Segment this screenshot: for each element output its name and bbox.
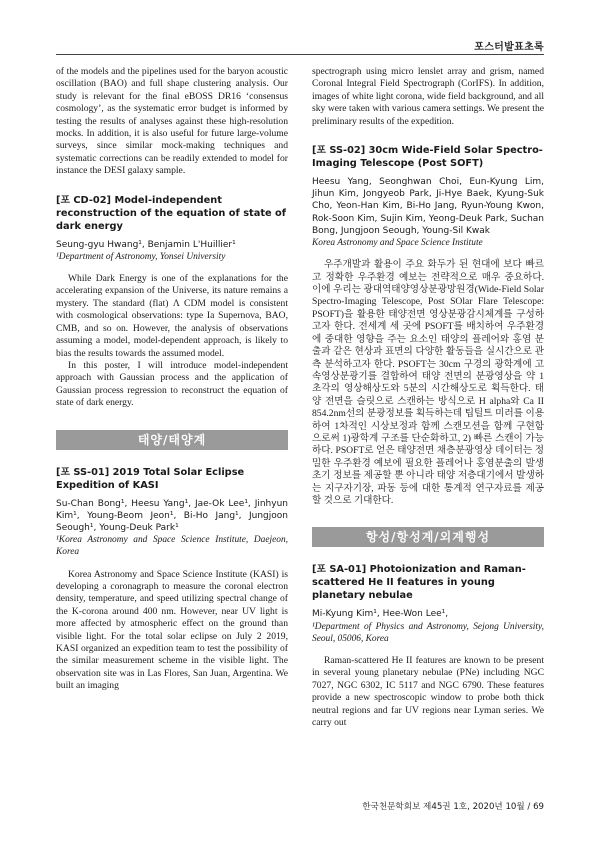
- right-column: [312, 66, 544, 729]
- abstract-body-ss01: Korea Astronomy and Space Science Institute (KASI) is developing a coronagraph to measure the coronal electron density, temperature, and speed utilizing spectral change of the K-corona around 400 nm. However, near UV light is more affected by atmospheric effect on the ground than visible light. For the total solar eclipse on July 2 2019, KASI organized an expedition team to test the possibility of the similar measurement scheme in the visible light. The observation site was in Las Flores, San Juan, Argentina. We built an imaging: [56, 568, 288, 692]
- abstract-body-sa01: Raman-scattered He II features are known to be present in several young planetary nebulae (PNe) including NGC 7027, NGC 6302, IC 5117 and NGC 6790. These features provide a new spectroscopic window to probe both thick neutral regions and far UV regions near Lyman series. We carry out: [312, 654, 544, 729]
- abstract-title-sa01: [포 SA-01] Photoionization and Raman-scattered He II features in young planetary nebulae: [312, 564, 526, 602]
- left-column: [56, 66, 288, 693]
- authors-ss01: Su-Chan Bong¹, Heesu Yang¹, Jae-Ok Lee¹, Jinhyun Kim¹, Young-Beom Jeon¹, Bi-Ho Jang¹, Jungjoon Seough¹, Young-Deuk Park¹: [56, 498, 288, 533]
- authors-ss02: Heesu Yang, Seonghwan Choi, Eun-Kyung Lim, Jihun Kim, Jongyeob Park, Ji-Hye Baek, Kyung-Suk Cho, Yeon-Han Kim, Bi-Ho Jang, Ryun-Young Kwon, Rok-Soon Kim, Sujin Kim, Yeong-Deuk Park, Suchan Bong, Jungjoon Seough, Young-Sil Kwak: [312, 177, 544, 236]
- continued-paragraph-right: spectrograph using micro lenslet array and grism, named Coronal Integral Field Spectrograph (CorIFS). In addition, images of white light corona, wide field background, and all sky were taken with various camera settings. We present the preliminary results of the expedition.: [312, 66, 544, 127]
- section-banner-solar: 태양/태양계: [56, 430, 288, 450]
- abstract-body-cd02-p2: In this poster, I will introduce model-independent approach with Gaussian process and the application of Gaussian process regression to reconstruct the equation of state of dark energy.: [56, 359, 288, 409]
- abstract-title-cd02: [포 CD-02] Model-independent reconstruction of the equation of state of dark energy: [56, 194, 287, 232]
- affiliation-sa01: ¹Department of Physics and Astronomy, Sejong University, Seoul, 05006, Korea: [312, 621, 544, 644]
- abstract-body-ss02: 우주개발과 활용이 주요 화두가 된 현대에 보다 빠르고 정확한 우주환경 예보는 전략적으로 매우 중요하다. 이에 우리는 광대역태양영상분광망원경(Wide-Field Solar Spectro-Imaging Telescope, Post SOlar Flare Telescope: PSOFT)을 활용한 태양전면 영상분광감시체계를 구성하고자 한다. 전세계 세 곳에 PSOFT를 배치하여 우주환경에 중대한 영향을 주는 요소인 태양의 플레어와 홍염 분출과 같은 현상과 표면의 다양한 활동들을 실시간으로 관측 분석하고자 한다. PSOFT는 30cm 구경의 광학계에 고속영상분광기를 결합하여 태양 전면의 분광영상을 약 1초각의 영상해상도와 5분의 시간해상도로 획득한다. 태양 전면을 슬릿으로 스캔하는 방식으로 H alpha와 Ca II 854.2nm선의 분광정보를 획득하는데 팁틸트 미러를 이용하여 1차적인 시상보정과 함께 스캔모션을 함께 구현함으로써 1)광학계 구조를 단순화하고, 2) 빠른 스캔이 가능하다. PSOFT로 얻은 태양전면 채층분광영상 데이터는 정밀한 우주환경 예보에 필요한 플레어나 홍염분출의 발생초기 정보를 제공할 뿐 아니라 태양 저층대기에서 발생하는 지구자기장, 파동 등에 대한 통계적 연구자료를 제공할 것으로 기대한다.: [312, 259, 544, 506]
- affiliation-cd02: ¹Department of Astronomy, Yonsei University: [56, 251, 226, 262]
- header-label: 포스터발표초록: [474, 42, 544, 53]
- header-rule: [56, 54, 544, 55]
- authors-sa01: Mi-Kyung Kim¹, Hee-Won Lee¹,: [312, 609, 449, 620]
- continued-paragraph-left: of the models and the pipelines used for the baryon acoustic oscillation (BAO) and full shape clustering analysis. Our study is relevant for the final eBOSS DR16 ‘consensus cosmology’, as the systematic error budget is informed by testing the results of analyses against these high-resolution mocks. In addition, it is also useful for future large-volume surveys, since similar mock-making techniques and systematic corrections can be readily extended to model for instance the DESI galaxy sample.: [56, 66, 288, 177]
- affiliation-ss02: Korea Astronomy and Space Science Institute: [312, 238, 483, 249]
- abstract-title-ss02: [포 SS-02] 30cm Wide-Field Solar Spectro-Imaging Telescope (Post SOFT): [312, 145, 543, 170]
- affiliation-ss01: ¹Korea Astronomy and Space Science Institute, Daejeon, Korea: [56, 535, 288, 558]
- abstract-body-cd02-p1: While Dark Energy is one of the explanations for the accelerating expansion of the Universe, its nature remains a mystery. The standard (flat) Λ CDM model is consistent with cosmological observations: type Ia Supernova, BAO, CMB, and so on. However, the analysis of observations assuming a model, model-dependent approach, is likely to bias the results towards the assumed model.: [56, 273, 288, 359]
- abstract-title-ss01: [포 SS-01] 2019 Total Solar Eclipse Expedition of KASI: [56, 466, 245, 491]
- authors-cd02: Seung-gyu Hwang¹, Benjamin L'Huillier¹: [56, 239, 236, 250]
- page-footer: 한국천문학회보 제45권 1호, 2020년 10월 / 69: [362, 802, 544, 812]
- section-banner-stellar: 항성/항성계/외계행성: [312, 527, 544, 547]
- page-header: [0, 0, 600, 60]
